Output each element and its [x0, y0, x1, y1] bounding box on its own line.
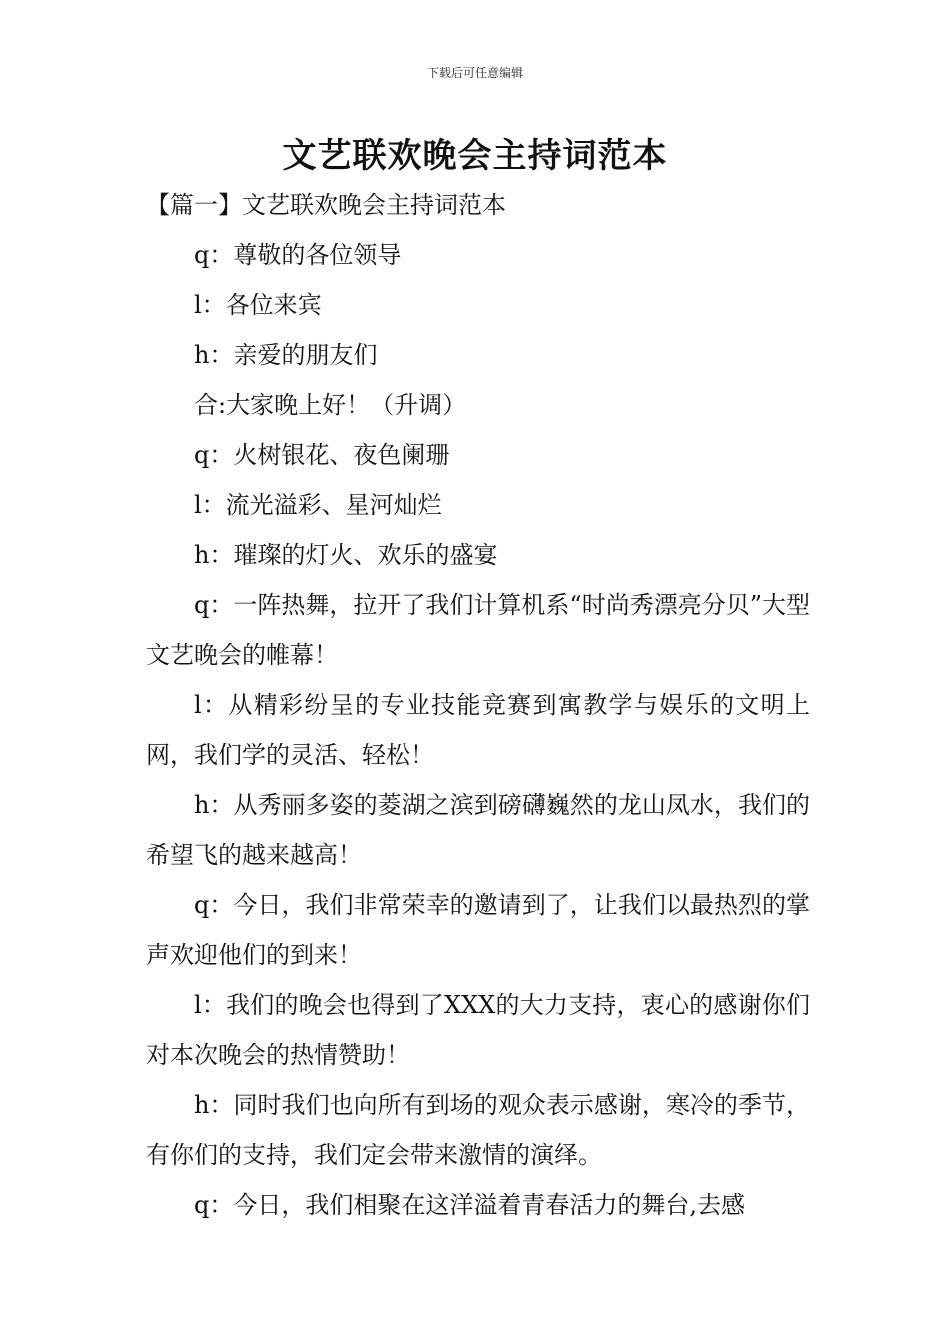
- script-line: l：流光溢彩、星河灿烂: [194, 491, 442, 519]
- script-line: h：亲爱的朋友们: [194, 341, 378, 369]
- script-paragraph: l：我们的晚会也得到了XXX的大力支持，衷心的感谢你们对本次晚会的热情赞助！: [146, 991, 810, 1069]
- document-title: 文艺联欢晚会主持词范本: [282, 136, 668, 176]
- script-paragraph: q：今日，我们非常荣幸的邀请到了，让我们以最热烈的掌声欢迎他们的到来！: [146, 891, 810, 969]
- script-paragraph: l：从精彩纷呈的专业技能竞赛到寓教学与娱乐的文明上网，我们学的灵活、轻松！: [146, 691, 810, 769]
- script-line: q：尊敬的各位领导: [194, 241, 402, 269]
- page-header-note: 下载后可任意编辑: [426, 66, 523, 80]
- script-line: h：璀璨的灯火、欢乐的盛宴: [194, 541, 498, 569]
- script-line: 合:大家晚上好！（升调）: [194, 391, 467, 419]
- script-paragraph: q：今日，我们相聚在这洋溢着青春活力的舞台,去感: [194, 1191, 745, 1219]
- script-paragraph: h：同时我们也向所有到场的观众表示感谢，寒冷的季节，有你们的支持，我们定会带来激情的演绎。: [146, 1091, 810, 1169]
- script-line: l：各位来宾: [194, 291, 322, 319]
- script-line: q：火树银花、夜色阑珊: [194, 441, 450, 469]
- section-heading: 【篇一】文艺联欢晚会主持词范本: [146, 191, 506, 219]
- script-paragraph: q：一阵热舞，拉开了我们计算机系“时尚秀漂亮分贝”大型文艺晚会的帷幕！: [146, 591, 810, 669]
- document-body: [146, 180, 810, 1230]
- script-paragraph: h：从秀丽多姿的菱湖之滨到磅礴巍然的龙山凤水，我们的希望飞的越来越高！: [146, 791, 810, 869]
